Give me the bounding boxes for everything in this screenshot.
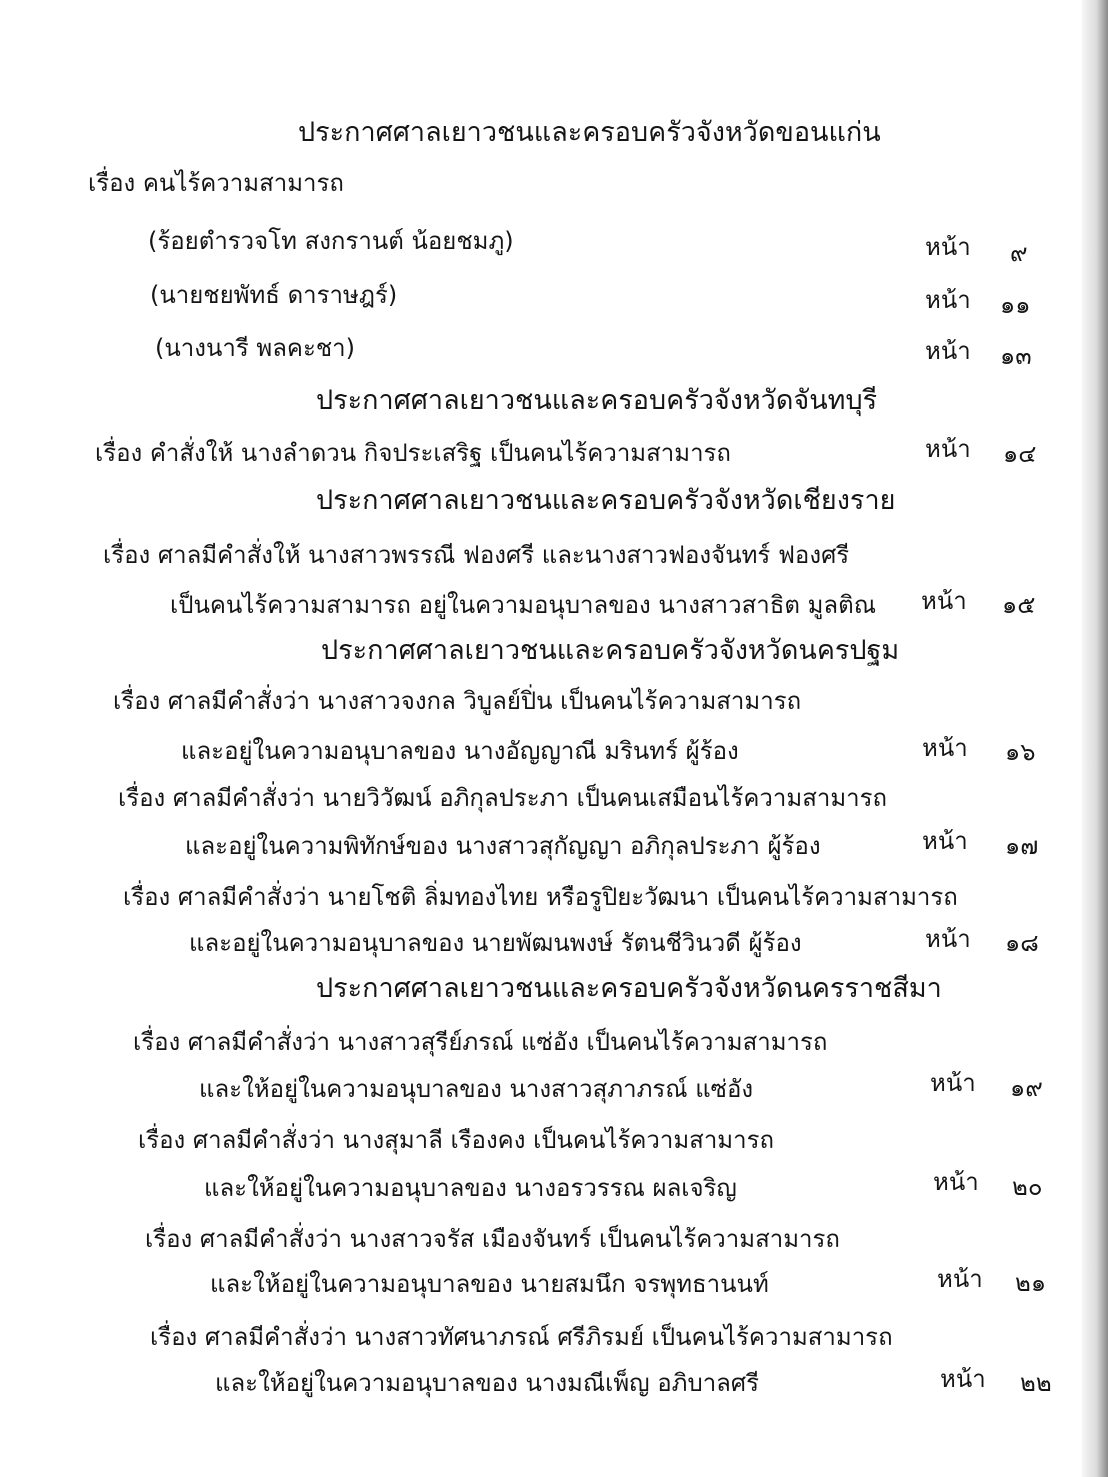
page-label: หน้า — [925, 435, 971, 463]
page-label: หน้า — [925, 286, 971, 314]
subject-continuation: เป็นคนไร้ความสามารถ อยู่ในความอนุบาลของ นางสาวสาธิต มูลติณ — [170, 591, 876, 619]
subject-continuation: และอยู่ในความอนุบาลของ นางอัญญาณี มรินทร์ ผู้ร้อง — [181, 737, 739, 765]
page-number: ๑๙ — [1010, 1074, 1043, 1102]
entry-name: (ร้อยตำรวจโท สงกรานต์ น้อยชมภู) — [148, 227, 514, 255]
subject-line: เรื่อง ศาลมีคำสั่งให้ นางสาวพรรณี ฟองศรี และนางสาวฟองจันทร์ ฟองศรี — [103, 541, 850, 569]
subject-line: เรื่อง คำสั่งให้ นางลำดวน กิจประเสริฐ เป็นคนไร้ความสามารถ — [95, 439, 731, 467]
page-number: ๑๔ — [1003, 440, 1037, 468]
heading-chiang-rai: ประกาศศาลเยาวชนและครอบครัวจังหวัดเชียงราย — [316, 485, 896, 516]
page-number: ๒๐ — [1012, 1173, 1043, 1201]
page-label: หน้า — [937, 1265, 983, 1293]
subject-line: เรื่อง ศาลมีคำสั่งว่า นายโชติ ลิ่มทองไทย หรือรูปิยะวัฒนา เป็นคนไร้ความสามารถ — [123, 883, 958, 911]
heading-chanthaburi: ประกาศศาลเยาวชนและครอบครัวจังหวัดจันทบุรี — [316, 385, 878, 416]
page-label: หน้า — [925, 233, 971, 261]
page-label: หน้า — [930, 1069, 976, 1097]
subject-continuation: และให้อยู่ในความอนุบาลของ นางสาวสุภาภรณ์ แซ่อัง — [199, 1075, 754, 1103]
heading-nakhon-ratchasima: ประกาศศาลเยาวชนและครอบครัวจังหวัดนครราชสีมา — [316, 973, 942, 1004]
subject-continuation: และอยู่ในความอนุบาลของ นายพัฒนพงษ์ รัตนชีวินวดี ผู้ร้อง — [189, 929, 802, 957]
page-label: หน้า — [940, 1365, 986, 1393]
page-label: หน้า — [925, 925, 971, 953]
heading-nakhon-pathom: ประกาศศาลเยาวชนและครอบครัวจังหวัดนครปฐม — [321, 635, 900, 666]
page-number: ๒๑ — [1015, 1269, 1047, 1297]
page-number: ๑๘ — [1005, 929, 1039, 957]
page-label: หน้า — [922, 827, 968, 855]
page-number: ๑๑ — [1000, 291, 1031, 319]
page-label: หน้า — [925, 337, 971, 365]
subject-line: เรื่อง ศาลมีคำสั่งว่า นางสาวสุรีย์ภรณ์ แซ่อัง เป็นคนไร้ความสามารถ — [133, 1028, 828, 1056]
subject-line: เรื่อง ศาลมีคำสั่งว่า นางสาวจงกล วิบูลย์ปิ่น เป็นคนไร้ความสามารถ — [113, 687, 802, 715]
page-label: หน้า — [922, 734, 968, 762]
entry-name: (นางนารี พลคะชา) — [155, 334, 355, 362]
subject-continuation: และให้อยู่ในความอนุบาลของ นางอรวรรณ ผลเจริญ — [204, 1174, 737, 1202]
page-number: ๑๗ — [1005, 832, 1039, 860]
page-label: หน้า — [921, 587, 967, 615]
subject-continuation: และอยู่ในความพิทักษ์ของ นางสาวสุกัญญา อภิกุลประภา ผู้ร้อง — [185, 832, 821, 860]
page-number: ๙ — [1010, 239, 1028, 267]
page-number: ๒๒ — [1020, 1369, 1052, 1397]
page-label: หน้า — [933, 1168, 979, 1196]
entry-name: (นายชยพัทธ์ ดาราษฎร์) — [150, 281, 398, 309]
page-number: ๑๕ — [1002, 591, 1036, 619]
page-edge-shadow — [1082, 0, 1108, 1477]
subject-line: เรื่อง ศาลมีคำสั่งว่า นางสาวทัศนาภรณ์ ศรีภิรมย์ เป็นคนไร้ความสามารถ — [150, 1323, 893, 1351]
subject-line: เรื่อง คนไร้ความสามารถ — [88, 169, 344, 197]
subject-line: เรื่อง ศาลมีคำสั่งว่า นางสาวจรัส เมืองจันทร์ เป็นคนไร้ความสามารถ — [145, 1225, 840, 1253]
subject-line: เรื่อง ศาลมีคำสั่งว่า นางสุมาลี เรืองคง เป็นคนไร้ความสามารถ — [138, 1126, 775, 1154]
page-number: ๑๓ — [1000, 342, 1032, 370]
heading-khon-kaen: ประกาศศาลเยาวชนและครอบครัวจังหวัดขอนแก่น — [298, 117, 881, 148]
page-number: ๑๖ — [1005, 738, 1036, 766]
subject-continuation: และให้อยู่ในความอนุบาลของ นางมณีเพ็ญ อภิบาลศรี — [215, 1369, 760, 1397]
subject-continuation: และให้อยู่ในความอนุบาลของ นายสมนึก จรพุทธานนท์ — [210, 1270, 769, 1298]
subject-line: เรื่อง ศาลมีคำสั่งว่า นายวิวัฒน์ อภิกุลประภา เป็นคนเสมือนไร้ความสามารถ — [118, 784, 888, 812]
